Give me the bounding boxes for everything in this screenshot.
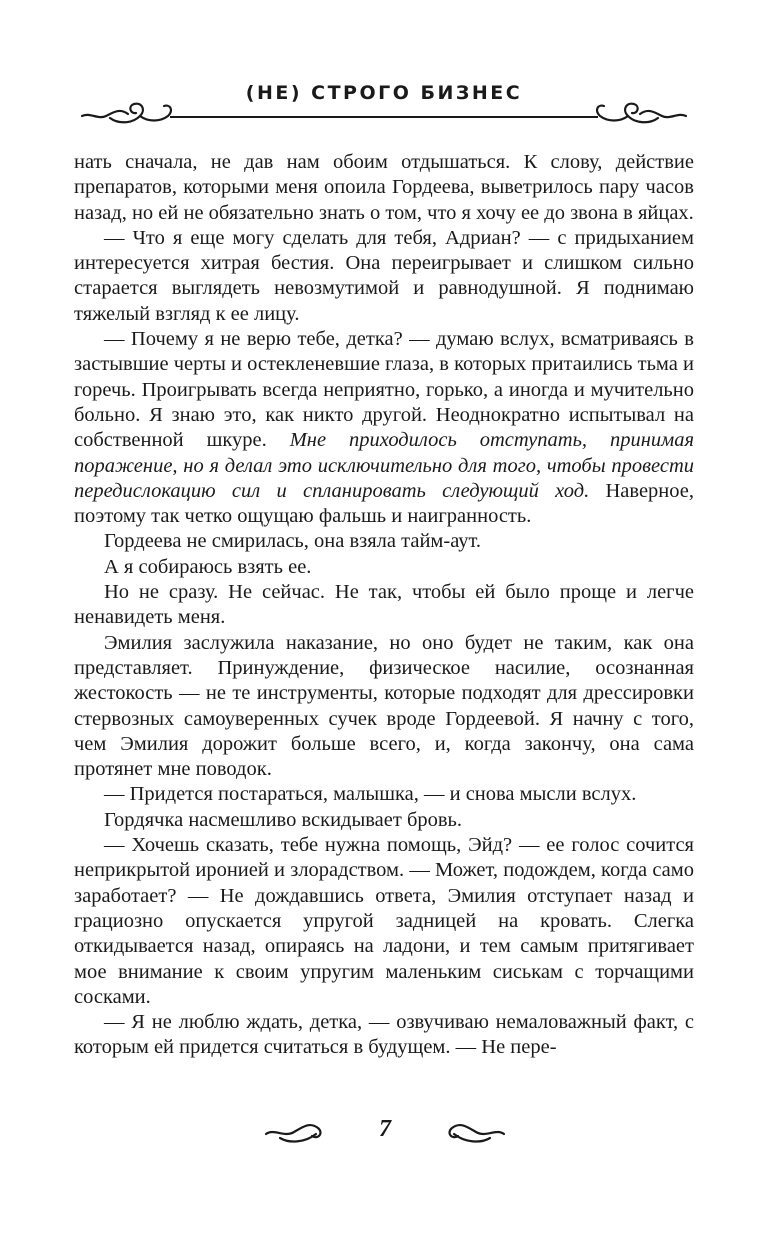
paragraph: нать сначала, не дав нам обоим отдышаться. К слову, действие препаратов, которыми меня опоила Гордеева, выветрилось пару часов назад, но ей не обязательно знать о том, что я хочу ее до звона в яйцах. — [74, 151, 694, 224]
paragraph: — Что я еще могу сделать для тебя, Адриан? — с придыханием интересуется хитрая бестия. Она переигрывает и слишком сильно старается выглядеть невозмутимой и равнодушной. Я поднимаю тяжелый взгляд к ее лицу. — [74, 226, 694, 325]
running-title: (НЕ) СТРОГО БИЗНЕС — [245, 82, 523, 104]
paragraph: Гордячка насмешливо вскидывает бровь. — [104, 808, 463, 831]
body-text — [74, 150, 694, 1061]
italic-passage: Мне приходилось отступать, принимая поражение, но я делал это исключительно для того, чтобы провести передислокацию сил и спланировать следующий ход. — [74, 429, 694, 502]
paragraph: — Придется постараться, малышка, — и снова мысли вслух. — [104, 783, 637, 806]
paragraph: Гордеева не смирилась, она взяла тайм-аут. — [104, 530, 482, 553]
page-footer — [260, 1112, 510, 1152]
paragraph: — Хочешь сказать, тебе нужна помощь, Эйд? — ее голос сочится неприкрытой иронией и злорадством. — Может, подождем, когда само заработает? — Не дождавшись ответа, Эмилия отступает назад и грациозно опускается упругой задницей на кровать. Слегка откидывается назад, опираясь на ладони, и тем самым притягивает мое внимание к своим упругим маленьким сиськам с торчащими сосками. — [74, 834, 694, 1008]
paragraph: — Почему я не верю тебе, детка? — думаю вслух, всматриваясь в застывшие черты и остекленевшие глаза, в которых притаились тьма и горечь. Проигрывать всегда неприятно, горько, а иногда и мучительно больно. Я знаю это, как никто другой. Неоднократно испытывал на собственной шкуре. Мне приходилось отступать, принимая поражение, но я делал это исключительно для того, чтобы провести передислокацию сил и спланировать следующий ход. Наверное, поэтому так четко ощущаю фальшь и наигранность. — [74, 328, 694, 528]
header-ornament-icon — [80, 94, 688, 134]
running-header — [80, 82, 688, 132]
paragraph: Эмилия заслужила наказание, но оно будет не таким, как она представляет. Принуждение, физическое насилие, осознанная жестокость — не те инструменты, которые подходят для дрессировки стервозных самоуверенных сучек вроде Гордеевой. Я начну с того, чем Эмилия дорожит больше всего, и, когда закончу, она сама протянет мне поводок. — [74, 631, 694, 781]
paragraph: А я собираюсь взять ее. — [104, 555, 312, 578]
paragraph: — Я не люблю ждать, детка, — озвучиваю немаловажный факт, с которым ей придется считаться в будущем. — Не пере- — [74, 1011, 694, 1059]
paragraph: Но не сразу. Не сейчас. Не так, чтобы ей было проще и легче ненавидеть меня. — [74, 581, 694, 629]
page-number: 7 — [379, 1116, 391, 1142]
